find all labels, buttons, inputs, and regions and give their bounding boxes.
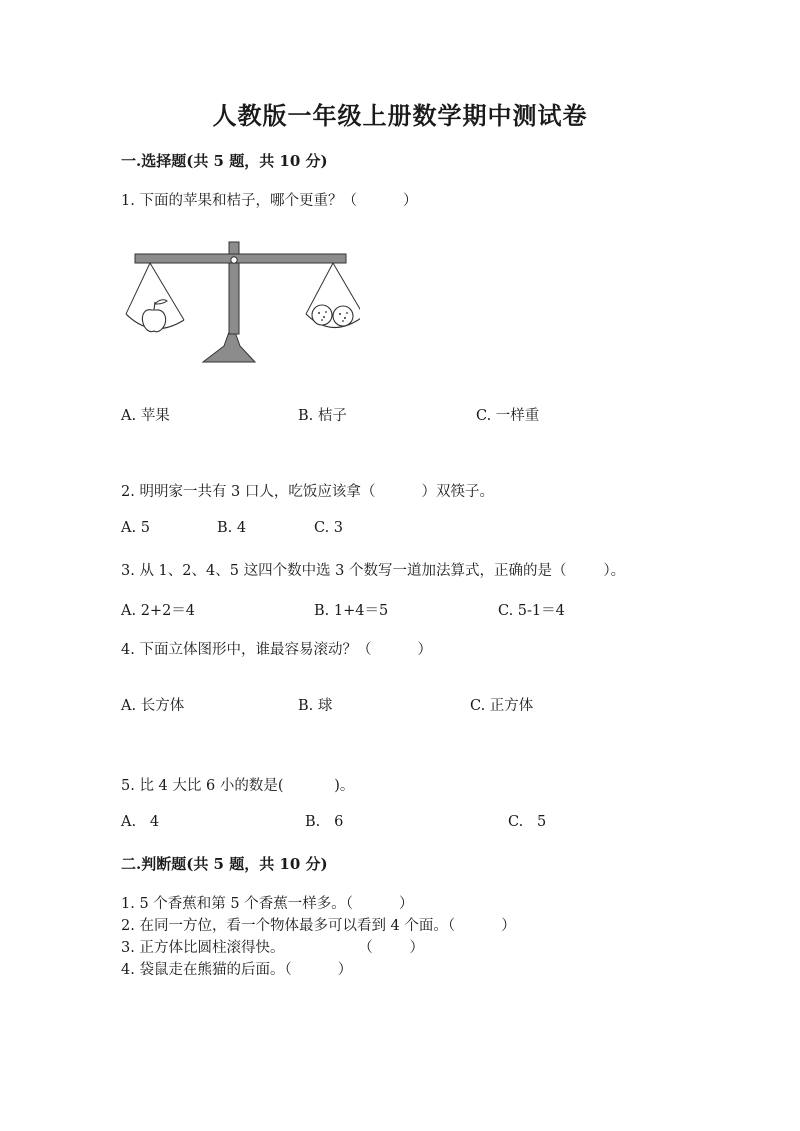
q3-option-a: A. 2+2＝4 (121, 603, 196, 619)
q3-option-b: B. 1+4＝5 (314, 603, 389, 619)
q1-option-c: C. 一样重 (476, 408, 540, 424)
q4-option-c: C. 正方体 (470, 698, 534, 714)
question-2: 2. 明明家一共有 3 口人，吃饭应该拿（ ）双筷子。 (121, 484, 494, 500)
q1-option-b: B. 桔子 (298, 408, 347, 424)
judgement-item-4: 4. 袋鼠走在熊猫的后面。（ ） (121, 962, 353, 978)
balance-scale-illustration (110, 236, 360, 372)
apple-icon (142, 300, 167, 332)
q5-option-b: B. 6 (305, 814, 344, 830)
question-1: 1. 下面的苹果和桔子，哪个更重？（ ） (121, 193, 418, 209)
judgement-item-3: 3. 正方体比圆柱滚得快。 （ ） (121, 940, 425, 956)
judgement-item-2: 2. 在同一方位，看一个物体最多可以看到 4 个面。（ ） (121, 918, 516, 934)
question-5: 5. 比 4 大比 6 小的数是( )。 (121, 778, 355, 794)
judgement-item-1: 1. 5 个香蕉和第 5 个香蕉一样多。（ ） (121, 896, 414, 912)
q5-option-c: C. 5 (508, 814, 547, 830)
balance-scale-icon (110, 236, 360, 368)
q1-option-a: A. 苹果 (121, 408, 170, 424)
q2-option-c: C. 3 (314, 520, 344, 536)
q2-option-a: A. 5 (121, 520, 150, 536)
q3-option-c: C. 5-1＝4 (498, 603, 565, 619)
q4-option-b: B. 球 (298, 698, 333, 714)
q4-option-a: A. 长方体 (121, 698, 185, 714)
question-3: 3. 从 1、2、4、5 这四个数中选 3 个数写一道加法算式，正确的是（ ）。 (121, 563, 626, 579)
section-heading-judgement: 二.判断题(共 5 题，共 10 分) (121, 855, 328, 873)
q5-option-a: A. 4 (121, 814, 160, 830)
q2-option-b: B. 4 (217, 520, 247, 536)
question-4: 4. 下面立体图形中，谁最容易滚动？（ ） (121, 642, 433, 658)
section-heading-choice: 一.选择题(共 5 题，共 10 分) (121, 152, 328, 170)
page-title: 人教版一年级上册数学期中测试卷 (212, 101, 588, 130)
